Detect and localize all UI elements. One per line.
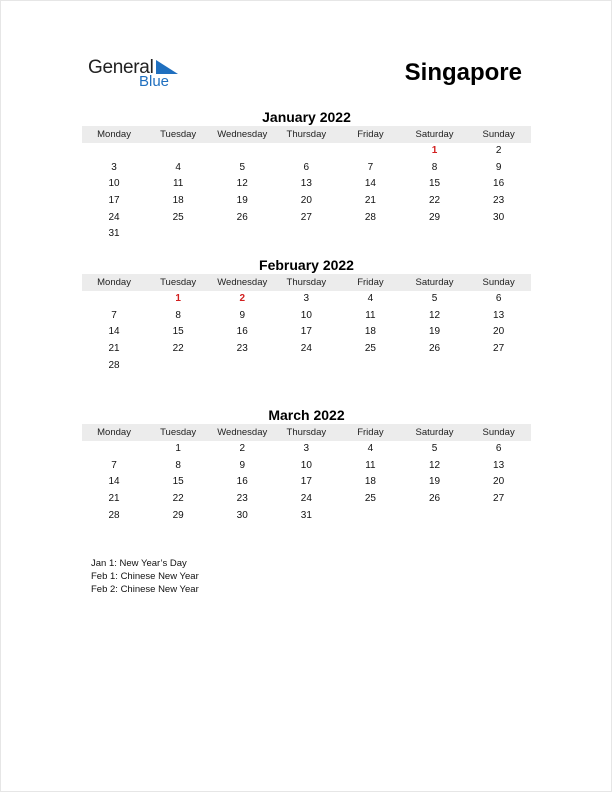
- day-cell: 11: [172, 178, 184, 190]
- day-cell: 30: [236, 509, 248, 521]
- week-row: [82, 358, 531, 375]
- day-cell: 4: [367, 443, 374, 454]
- day-cell: 28: [108, 509, 120, 521]
- day-cell: 14: [364, 178, 376, 190]
- day-cell: 8: [175, 309, 181, 321]
- day-cell: 25: [364, 343, 376, 355]
- day-cell: 26: [428, 343, 441, 355]
- day-cell: 28: [108, 359, 120, 371]
- day-cell: 23: [236, 493, 248, 505]
- weekday-label: Monday: [97, 427, 131, 438]
- week-row: [82, 324, 531, 341]
- day-cell: 11: [365, 309, 376, 321]
- day-cell: 16: [493, 178, 505, 190]
- day-cell: 10: [108, 178, 120, 190]
- day-cell: 9: [495, 161, 502, 173]
- weekday-label: Wednesday: [217, 277, 268, 288]
- day-cell: [467, 508, 531, 525]
- day-cell: [402, 508, 466, 525]
- weekday-label: Friday: [357, 427, 384, 438]
- day-cell: 3: [111, 161, 117, 173]
- day-cell: 23: [236, 343, 248, 355]
- day-cell: 27: [493, 493, 505, 505]
- month-title: February 2022: [259, 257, 354, 273]
- day-cell: 20: [493, 476, 505, 488]
- country-title: Singapore: [404, 59, 522, 86]
- day-cell: 21: [364, 195, 376, 207]
- holiday-day-cell: 1: [431, 145, 438, 156]
- day-cell: 18: [364, 326, 376, 338]
- day-cell: 6: [495, 293, 502, 304]
- day-cell: 21: [108, 343, 120, 355]
- day-cell: 3: [303, 443, 310, 454]
- day-cell: 17: [300, 476, 312, 488]
- weekday-label: Sunday: [482, 427, 515, 438]
- day-cell: [274, 226, 338, 243]
- week-row: [82, 308, 531, 325]
- day-cell: 1: [175, 443, 181, 454]
- day-cell: [338, 358, 402, 375]
- day-cell: 12: [428, 309, 441, 321]
- weekday-label: Saturday: [415, 427, 454, 438]
- day-cell: [274, 143, 338, 160]
- day-cell: 8: [431, 161, 438, 173]
- day-cell: 25: [172, 211, 184, 223]
- day-cell: 7: [367, 161, 374, 173]
- holiday-entry: Feb 2: Chinese New Year: [91, 584, 199, 595]
- day-cell: 15: [428, 178, 441, 190]
- day-cell: 22: [172, 343, 184, 355]
- week-row: [82, 160, 531, 177]
- weekday-label: Wednesday: [217, 427, 268, 438]
- week-row: [82, 474, 531, 491]
- weekday-header: [82, 424, 531, 441]
- day-cell: 24: [300, 343, 312, 355]
- day-cell: 19: [236, 195, 248, 207]
- weekday-label: Friday: [357, 129, 384, 140]
- weekday-label: Thursday: [286, 129, 327, 140]
- day-cell: [82, 441, 146, 458]
- day-cell: 9: [239, 309, 246, 321]
- holiday-day-cell: 2: [239, 293, 246, 304]
- day-cell: [210, 143, 274, 160]
- day-cell: 5: [431, 443, 438, 454]
- day-cell: 12: [428, 459, 441, 471]
- day-cell: 3: [303, 293, 310, 304]
- day-cell: 13: [493, 459, 505, 471]
- day-cell: [402, 358, 466, 375]
- day-cell: [210, 226, 274, 243]
- week-row: [82, 176, 531, 193]
- day-cell: [338, 508, 402, 525]
- day-cell: 27: [493, 343, 505, 355]
- day-cell: [402, 226, 466, 243]
- day-cell: 22: [172, 493, 184, 505]
- week-row: [82, 193, 531, 210]
- weekday-label: Saturday: [415, 277, 454, 288]
- weekday-header: [82, 126, 531, 143]
- day-cell: 25: [364, 493, 376, 505]
- weekday-label: Friday: [357, 277, 384, 288]
- day-cell: 26: [236, 211, 248, 223]
- day-cell: [146, 358, 210, 375]
- day-cell: 18: [172, 195, 184, 207]
- day-cell: [338, 226, 402, 243]
- day-cell: 24: [108, 211, 120, 223]
- holiday-entry: Feb 1: Chinese New Year: [91, 571, 199, 582]
- week-row: [82, 210, 531, 227]
- day-cell: 22: [428, 195, 441, 207]
- day-cell: 4: [175, 161, 181, 173]
- day-cell: 21: [108, 493, 120, 505]
- day-cell: 28: [364, 211, 376, 223]
- day-cell: 23: [493, 195, 505, 207]
- day-cell: 2: [495, 145, 502, 156]
- day-cell: 24: [300, 493, 312, 505]
- day-cell: 15: [172, 476, 184, 488]
- day-cell: 19: [428, 476, 441, 488]
- holiday-list: [91, 557, 199, 596]
- week-row: [82, 143, 531, 160]
- day-cell: 31: [108, 228, 120, 240]
- day-cell: 14: [108, 476, 120, 488]
- week-row: [82, 491, 531, 508]
- weekday-label: Thursday: [286, 277, 327, 288]
- logo-blue-text: Blue: [139, 73, 170, 90]
- weekday-label: Monday: [97, 277, 131, 288]
- generalblue-logo: [88, 57, 188, 93]
- day-cell: 8: [175, 459, 181, 471]
- weekday-label: Monday: [97, 129, 131, 140]
- logo-general-text: General: [88, 57, 154, 78]
- day-cell: 11: [365, 459, 376, 471]
- day-cell: [146, 143, 210, 160]
- weekday-label: Wednesday: [217, 129, 268, 140]
- week-row: [82, 341, 531, 358]
- weekday-label: Tuesday: [160, 427, 197, 438]
- day-cell: 15: [172, 326, 184, 338]
- day-cell: 13: [300, 178, 312, 190]
- day-cell: 17: [300, 326, 312, 338]
- day-cell: [274, 358, 338, 375]
- week-row: [82, 226, 531, 243]
- logo-triangle-icon: [156, 60, 178, 74]
- day-cell: 14: [108, 326, 120, 338]
- weekday-label: Tuesday: [160, 277, 197, 288]
- month-title: March 2022: [268, 407, 345, 423]
- day-cell: [338, 143, 402, 160]
- week-row: [82, 508, 531, 525]
- week-row: [82, 441, 531, 458]
- weekday-label: Saturday: [415, 129, 454, 140]
- day-cell: 5: [431, 293, 438, 304]
- weekday-header: [82, 274, 531, 291]
- week-row: [82, 458, 531, 475]
- day-cell: [467, 226, 531, 243]
- day-cell: 29: [428, 211, 441, 223]
- day-cell: 10: [300, 309, 312, 321]
- day-cell: 5: [239, 161, 246, 173]
- day-cell: 7: [111, 459, 117, 471]
- week-row: [82, 291, 531, 308]
- month-calendar: [82, 257, 531, 374]
- weekday-label: Thursday: [286, 427, 327, 438]
- month-title: January 2022: [262, 109, 351, 125]
- day-cell: 10: [300, 459, 312, 471]
- day-cell: 6: [495, 443, 502, 454]
- day-cell: 29: [172, 509, 184, 521]
- day-cell: 6: [303, 161, 310, 173]
- day-cell: [82, 143, 146, 160]
- day-cell: 7: [111, 309, 117, 321]
- day-cell: 30: [493, 211, 505, 223]
- day-cell: 19: [428, 326, 441, 338]
- day-cell: 9: [239, 459, 246, 471]
- day-cell: 13: [493, 309, 505, 321]
- day-cell: 4: [367, 293, 374, 304]
- day-cell: 20: [493, 326, 505, 338]
- day-cell: 16: [236, 326, 248, 338]
- day-cell: 17: [108, 195, 120, 207]
- day-cell: 26: [428, 493, 441, 505]
- weekday-label: Tuesday: [160, 129, 197, 140]
- day-cell: [467, 358, 531, 375]
- day-cell: 27: [300, 211, 312, 223]
- day-cell: 31: [300, 509, 312, 521]
- month-calendar: [82, 407, 531, 524]
- month-calendar: [82, 109, 531, 243]
- day-cell: [210, 358, 274, 375]
- holiday-entry: Jan 1: New Year’s Day: [91, 558, 187, 569]
- holiday-day-cell: 1: [175, 293, 181, 304]
- day-cell: 18: [364, 476, 376, 488]
- day-cell: 2: [239, 443, 246, 454]
- day-cell: 12: [236, 178, 248, 190]
- day-cell: 16: [236, 476, 248, 488]
- day-cell: [146, 226, 210, 243]
- weekday-label: Sunday: [482, 129, 515, 140]
- day-cell: [82, 291, 146, 308]
- weekday-label: Sunday: [482, 277, 515, 288]
- day-cell: 20: [300, 195, 312, 207]
